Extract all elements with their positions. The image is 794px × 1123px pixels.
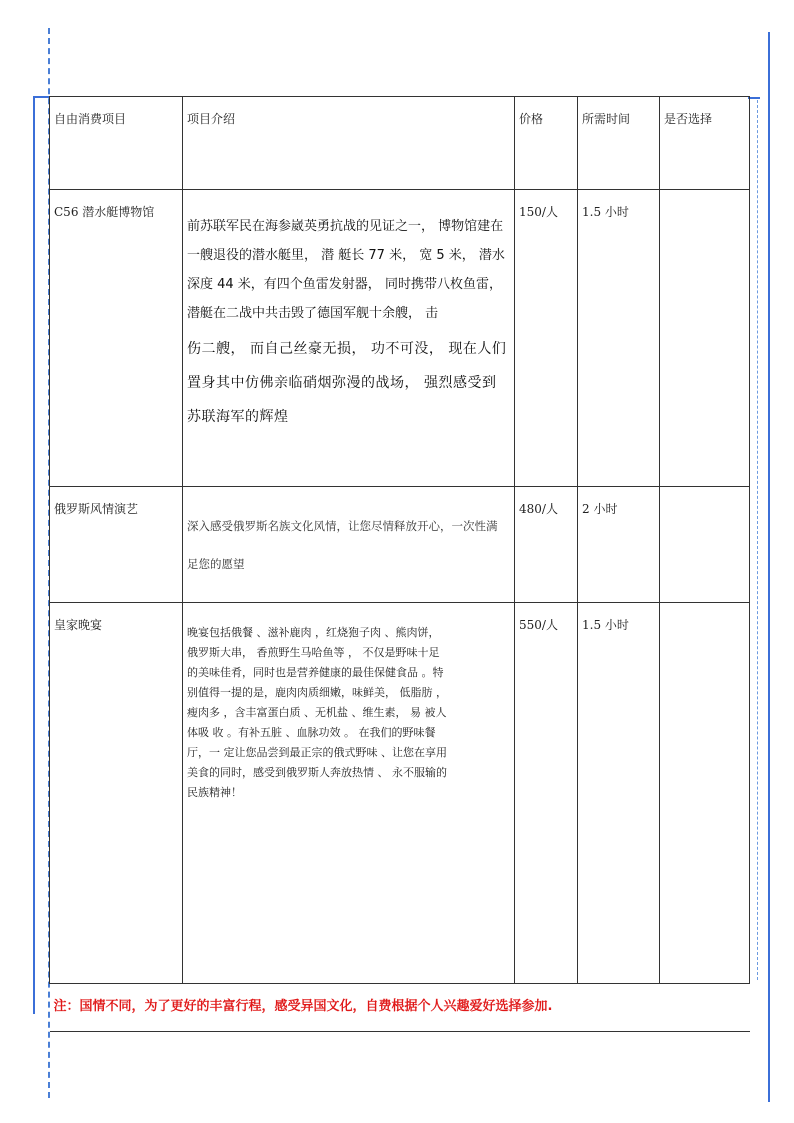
page-margin-tick-top-left (33, 96, 49, 98)
note-cell (50, 984, 750, 1032)
table-note-row (50, 984, 750, 1032)
item-intro (183, 603, 515, 984)
item-choose-cell[interactable] (660, 190, 750, 487)
item-intro-part1: 前苏联军民在海参崴英勇抗战的见证之一， 博物馆建在一艘退役的潜水艇里， 潜 艇长 77 米， 宽 5 米， 潜水深度 44 米，有四个鱼雷发射器， 同时携带八枚鱼雷，潜艇在二战中共击毁了德国军舰十余艘， 击 (187, 219, 505, 321)
table-header-row (50, 97, 750, 190)
item-intro (183, 487, 515, 603)
page-margin-guide-right (768, 32, 770, 1102)
item-name: 俄罗斯风情演艺 (50, 487, 183, 603)
item-time: 1.5 小时 (578, 603, 660, 984)
optional-items-table (49, 96, 750, 1032)
item-intro-part2: 伤二艘， 而自己丝豪无损， 功不可没， 现在人们置身其中仿佛亲临硝烟弥漫的战场， 强烈感受到苏联海军的辉煌 (187, 341, 507, 425)
item-price: 480/人 (515, 487, 578, 603)
table-row (50, 190, 750, 487)
item-name: C56 潜水艇博物馆 (50, 190, 183, 487)
header-time: 所需时间 (578, 97, 660, 190)
item-price: 550/人 (515, 603, 578, 984)
page-margin-guide-right-dashed (757, 100, 758, 980)
item-time: 1.5 小时 (578, 190, 660, 487)
item-choose-cell[interactable] (660, 603, 750, 984)
header-price: 价格 (515, 97, 578, 190)
table-row (50, 487, 750, 603)
header-intro: 项目介绍 (183, 97, 515, 190)
item-intro-text: 晚宴包括俄餐 、滋补鹿肉 ，红烧狍子肉 、熊肉饼， 俄罗斯大串， 香煎野生马哈鱼等 ， 不仅是野味十足 的美味佳肴，同时也是营养健康的最佳保健食品 。特别值得一提的是，鹿肉肉质细嫩，味鲜美， 低脂肪 ，瘦肉多 ，含丰富蛋白质 、无机盐 、维生素， 易 被人体吸 收 。有补五脏 、血脉功效 。 在我们的野味餐厅，一 定让您品尝到最正宗的俄式野味 、让您在享用美食的同时，感受到俄罗斯人奔放热情 、 永不服输的民族精神！ (187, 626, 447, 799)
item-choose-cell[interactable] (660, 487, 750, 603)
table-row (50, 603, 750, 984)
page-margin-guide-left-solid (33, 96, 35, 1014)
item-time: 2 小时 (578, 487, 660, 603)
item-intro-text: 深入感受俄罗斯名族文化风情，让您尽情释放开心，一次性满 足您的愿望 (187, 519, 498, 571)
item-intro (183, 190, 515, 487)
header-item: 自由消费项目 (50, 97, 183, 190)
note-text: 注：国情不同，为了更好的丰富行程，感受异国文化，自费根据个人兴趣爱好选择参加. (53, 999, 553, 1014)
item-name: 皇家晚宴 (50, 603, 183, 984)
item-price: 150/人 (515, 190, 578, 487)
header-choose: 是否选择 (660, 97, 750, 190)
